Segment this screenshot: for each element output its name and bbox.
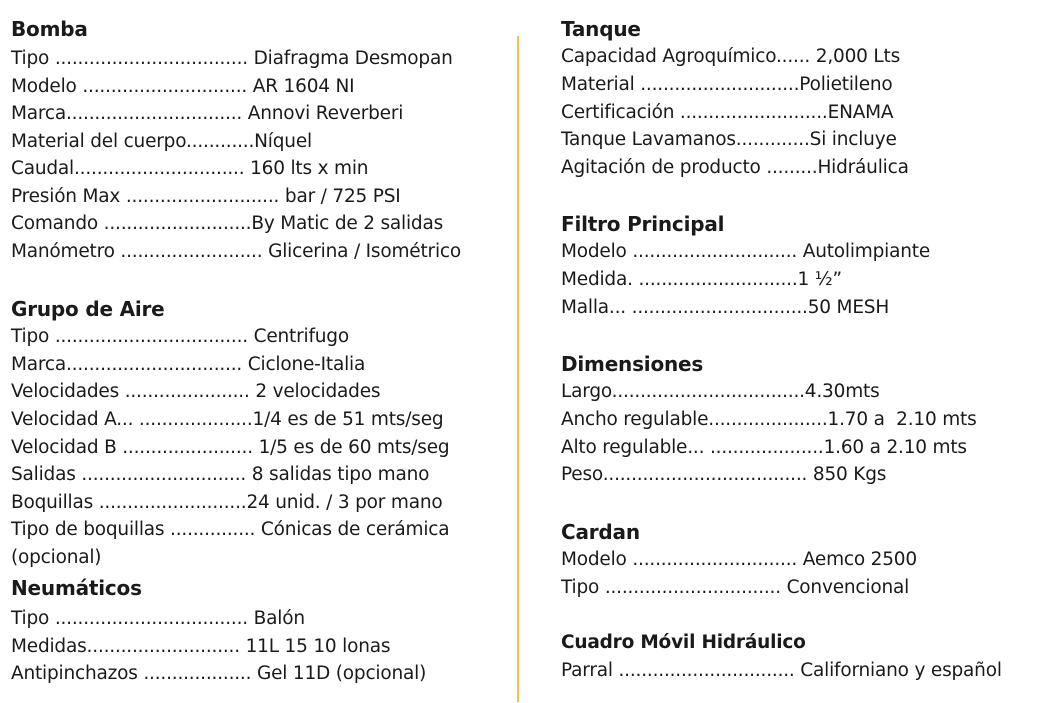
spec-row: Agitación de producto .........Hidráulica [561,157,909,178]
spec-row: Tipo .................................. Diafragma Desmopan [11,48,453,69]
spec-row: Ancho regulable.....................1.70 a 2.10 mts [561,409,977,430]
spec-row: Salidas ............................. 8 salidas tipo mano [11,464,430,485]
section-heading: Cuadro Móvil Hidráulico [561,632,806,653]
section-heading: Tanque [561,17,641,41]
spec-row: Material ............................Polietileno [561,74,893,95]
section-heading: Bomba [11,17,88,41]
spec-row: Antipinchazos ................... Gel 11D (opcional) [11,663,427,684]
spec-row: Velocidad B ....................... 1/5 es de 60 mts/seg [11,437,450,458]
section-heading: Neumáticos [11,576,142,600]
spec-row: Certificación ..........................ENAMA [561,102,894,123]
spec-row: Tipo de boquillas ............... Cónicas de cerámica [11,519,450,540]
spec-row: Tipo .................................. Centrifugo [11,326,349,347]
spec-row: Tipo .................................. Balón [11,608,305,629]
spec-row: Presión Max ........................... bar / 725 PSI [11,186,401,207]
spec-row: Capacidad Agroquímico...... 2,000 Lts [561,46,901,67]
spec-row: Marca............................... Annovi Reverberi [11,103,404,124]
spec-row: Marca............................... Ciclone-Italia [11,354,366,375]
spec-row: Comando ..........................By Matic de 2 salidas [11,213,444,234]
spec-row: Tanque Lavamanos.............Si incluye [561,129,897,150]
spec-row: Modelo ............................. AR 1604 NI [11,76,355,97]
section-heading: Filtro Principal [561,212,725,236]
spec-row: Tipo ............................... Convencional [561,577,910,598]
section-heading: Dimensiones [561,352,704,376]
spec-row: Alto regulable... ....................1.60 a 2.10 mts [561,437,967,458]
spec-row: (opcional) [11,547,102,568]
spec-row: Manómetro ......................... Glicerina / Isométrico [11,241,461,262]
spec-row: Largo..................................4.30mts [561,381,880,402]
spec-row: Material del cuerpo............Níquel [11,131,312,152]
spec-row: Medidas........................... 11L 15 10 lonas [11,636,391,657]
spec-row: Modelo ............................. Autolimpiante [561,241,930,262]
section-heading: Cardan [561,520,640,544]
spec-row: Parral ............................... Californiano y español [561,660,1002,681]
spec-row: Malla... ...............................50 MESH [561,297,890,318]
spec-row: Peso.................................... 850 Kgs [561,464,887,485]
column-divider [517,36,519,702]
spec-row: Velocidades ...................... 2 velocidades [11,381,381,402]
spec-row: Boquillas ..........................24 unid. / 3 por mano [11,492,443,513]
spec-row: Velocidad A... ....................1/4 es de 51 mts/seg [11,409,444,430]
spec-row: Medida. ............................1 ½” [561,269,842,290]
spec-row: Caudal.............................. 160 lts x min [11,158,369,179]
section-heading: Grupo de Aire [11,297,165,321]
spec-row: Modelo ............................. Aemco 2500 [561,549,917,570]
